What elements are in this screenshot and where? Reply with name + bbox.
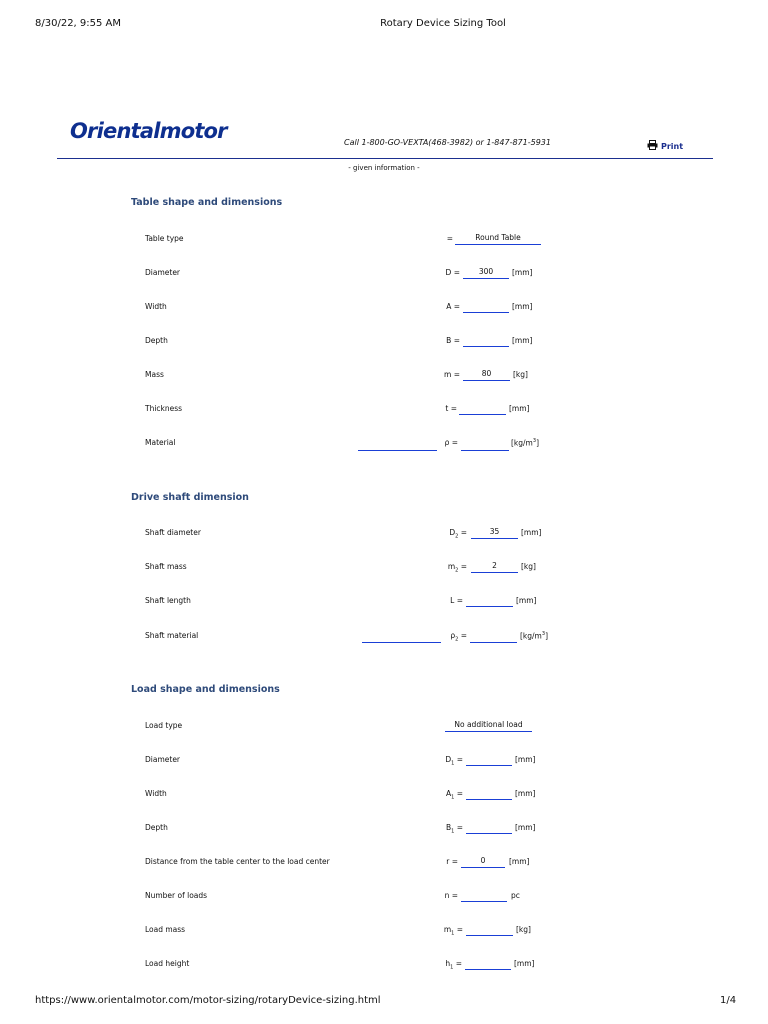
print-datetime: 8/30/22, 9:55 AM [35, 18, 122, 29]
load-diameter-input[interactable] [466, 754, 512, 766]
table-thickness-input[interactable] [459, 403, 506, 415]
table-mass-input[interactable]: 80 [463, 369, 510, 381]
shaft-density-unit: $[kg/m^3]$ [520, 631, 548, 641]
print-url: https://www.orientalmotor.com/motor-sizing/rotaryDevice-sizing.html [35, 995, 381, 1006]
print-label: Print [661, 141, 684, 151]
load-depth-unit: [mm] [515, 823, 536, 832]
table-mass-label: Mass [145, 370, 164, 379]
load-mass-input[interactable] [466, 924, 513, 936]
print-page-number: 1/4 [720, 995, 737, 1006]
shaft-mass-unit: [kg] [521, 562, 536, 571]
load-width-label: Width [145, 789, 167, 798]
table-depth-symbol: B = [446, 336, 460, 345]
load-mass-unit: [kg] [516, 925, 531, 934]
oriental-motor-logo[interactable]: Orientalmotor [70, 119, 227, 143]
table-type-select[interactable]: Round Table [455, 233, 541, 245]
shaft-length-unit: [mm] [516, 596, 537, 605]
load-width-symbol: $A_1$ = [446, 789, 463, 801]
print-button[interactable] [647, 140, 683, 152]
shaft-diameter-label: Shaft diameter [145, 528, 201, 537]
load-diameter-unit: [mm] [515, 755, 536, 764]
load-width-unit: [mm] [515, 789, 536, 798]
section-title-shaft: Drive shaft dimension [131, 492, 249, 503]
shaft-density-symbol: $\rho_2$ = [450, 631, 467, 643]
call-number-text: Call 1-800-GO-VEXTA(468-3982) or 1-847-871-5931 [344, 138, 551, 147]
table-depth-unit: [mm] [512, 336, 533, 345]
table-thickness-unit: [mm] [509, 404, 530, 413]
shaft-diameter-input[interactable]: 35 [471, 527, 518, 539]
shaft-material-select[interactable] [362, 631, 441, 643]
table-density-unit: $[kg/m^3]$ [511, 438, 539, 448]
shaft-diameter-symbol: $D_2$ = [449, 528, 467, 540]
load-count-symbol: n = [444, 891, 458, 900]
load-distance-label: Distance from the table center to the load center [145, 857, 330, 866]
shaft-length-input[interactable] [466, 595, 513, 607]
section-title-load: Load shape and dimensions [131, 684, 280, 695]
table-type-label: Table type [145, 234, 184, 243]
table-thickness-symbol: t = [445, 404, 457, 413]
load-distance-symbol: r = [446, 857, 458, 866]
table-density-input[interactable] [461, 439, 509, 451]
shaft-mass-label: Shaft mass [145, 562, 187, 571]
load-height-input[interactable] [465, 958, 511, 970]
load-type-label: Load type [145, 721, 183, 730]
table-diameter-symbol: D = [445, 268, 460, 277]
load-diameter-symbol: $D_1$ = [445, 755, 463, 767]
load-height-unit: [mm] [514, 959, 535, 968]
load-distance-unit: [mm] [509, 857, 530, 866]
load-diameter-label: Diameter [145, 755, 181, 764]
table-width-unit: [mm] [512, 302, 533, 311]
header-divider [57, 158, 713, 159]
table-thickness-label: Thickness [145, 404, 183, 413]
table-diameter-unit: [mm] [512, 268, 533, 277]
given-information-label: - given information - [348, 164, 420, 172]
shaft-length-symbol: L = [450, 596, 463, 605]
load-mass-symbol: $m_1$ = [443, 925, 463, 937]
shaft-density-input[interactable] [470, 631, 517, 643]
load-type-select[interactable]: No additional load [445, 720, 532, 732]
shaft-length-label: Shaft length [145, 596, 191, 605]
table-width-label: Width [145, 302, 167, 311]
shaft-material-label: Shaft material [145, 631, 199, 640]
table-type-dash: = [446, 234, 453, 243]
shaft-mass-input[interactable]: 2 [471, 561, 518, 573]
table-depth-label: Depth [145, 336, 168, 345]
printer-icon [647, 140, 658, 152]
table-diameter-label: Diameter [145, 268, 181, 277]
load-count-label: Number of loads [145, 891, 208, 900]
shaft-mass-symbol: $m_2$ = [447, 562, 467, 574]
table-diameter-input[interactable]: 300 [463, 267, 509, 279]
load-mass-label: Load mass [145, 925, 186, 934]
load-distance-input[interactable]: 0 [461, 856, 505, 868]
load-depth-symbol: $B_1$ = [445, 823, 463, 835]
table-mass-symbol: m = [444, 370, 460, 379]
table-mass-unit: [kg] [513, 370, 528, 379]
table-density-symbol: ρ = [444, 438, 458, 447]
load-count-input[interactable] [461, 890, 507, 902]
section-title-table: Table shape and dimensions [131, 197, 283, 208]
load-depth-input[interactable] [466, 822, 512, 834]
load-height-symbol: $h_1$ = [445, 959, 462, 971]
load-depth-label: Depth [145, 823, 168, 832]
load-width-input[interactable] [466, 788, 512, 800]
table-material-label: Material [145, 438, 176, 447]
table-width-symbol: A = [446, 302, 460, 311]
table-width-input[interactable] [463, 301, 509, 313]
load-height-label: Load height [145, 959, 190, 968]
table-material-select[interactable] [358, 439, 437, 451]
table-depth-input[interactable] [463, 335, 509, 347]
shaft-diameter-unit: [mm] [521, 528, 542, 537]
load-count-unit: pc [511, 891, 520, 900]
print-page-title: Rotary Device Sizing Tool [380, 18, 506, 29]
